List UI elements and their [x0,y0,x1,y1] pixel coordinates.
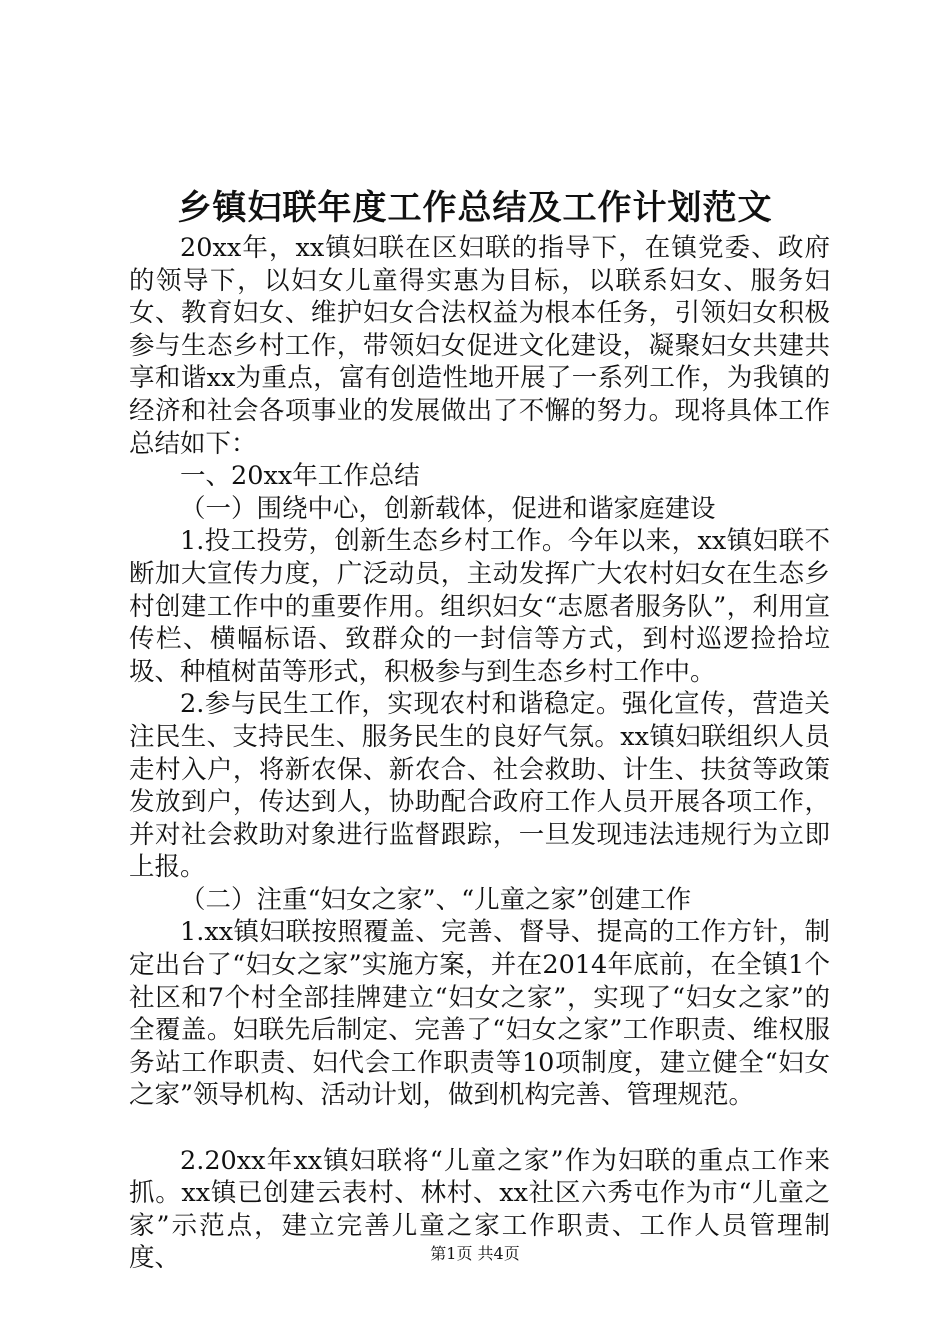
paragraph-item-2: 2.参与民生工作，实现农村和谐稳定。强化宣传，营造关注民生、支持民生、服务民生的良好气氛。xx镇妇联组织人员走村入户，将新农保、新农合、社会救助、计生、扶贫等政策发放到户，传达到人，协助配合政府工作人员开展各项工作，并对社会救助对象进行监督跟踪，一旦发现违法违规行为立即上报。 [129,689,830,883]
subsection-heading-1: （一）围绕中心，创新载体，促进和谐家庭建设 [180,493,716,524]
subsection-heading-2: （二）注重“妇女之家”、“儿童之家”创建工作 [180,884,692,915]
section-heading-1: 一、20xx年工作总结 [180,461,420,492]
page-footer: 第1页 共4页 [430,1244,520,1263]
paragraph-item-1: 1.投工投劳，创新生态乡村工作。今年以来，xx镇妇联不断加大宣传力度，广泛动员，主动发挥广大农村妇女在生态乡村创建工作中的重要作用。组织妇女“志愿者服务队”，利用宣传栏、横幅标语、致群众的一封信等方式，到村巡逻捡拾垃圾、种植树苗等形式，积极参与到生态乡村工作中。 [129,526,830,687]
document-title: 乡镇妇联年度工作总结及工作计划范文 [177,188,773,228]
paragraph-item-4: 2.20xx年xx镇妇联将“儿童之家”作为妇联的重点工作来抓。xx镇已创建云表村、林村、xx社区六秀屯作为市“儿童之家”示范点，建立完善儿童之家工作职责、工作人员管理制度、 [129,1145,830,1274]
paragraph-item-3: 1.xx镇妇联按照覆盖、完善、督导、提高的工作方针，制定出台了“妇女之家”实施方案，并在2014年底前，在全镇1个社区和7个村全部挂牌建立“妇女之家”，实现了“妇女之家”的全覆盖。妇联先后制定、完善了“妇女之家”工作职责、维权服务站工作职责、妇代会工作职责等10项制度，建立健全“妇女之家”领导机构、活动计划，做到机构完善、管理规范。 [129,917,830,1111]
document-body [129,232,830,1275]
paragraph-intro: 20xx年，xx镇妇联在区妇联的指导下，在镇党委、政府的领导下，以妇女儿童得实惠为目标，以联系妇女、服务妇女、教育妇女、维护妇女合法权益为根本任务，引领妇女积极参与生态乡村工作，带领妇女促进文化建设，凝聚妇女共建共享和谐xx为重点，富有创造性地开展了一系列工作，为我镇的经济和社会各项事业的发展做出了不懈的努力。现将具体工作总结如下： [129,233,830,459]
